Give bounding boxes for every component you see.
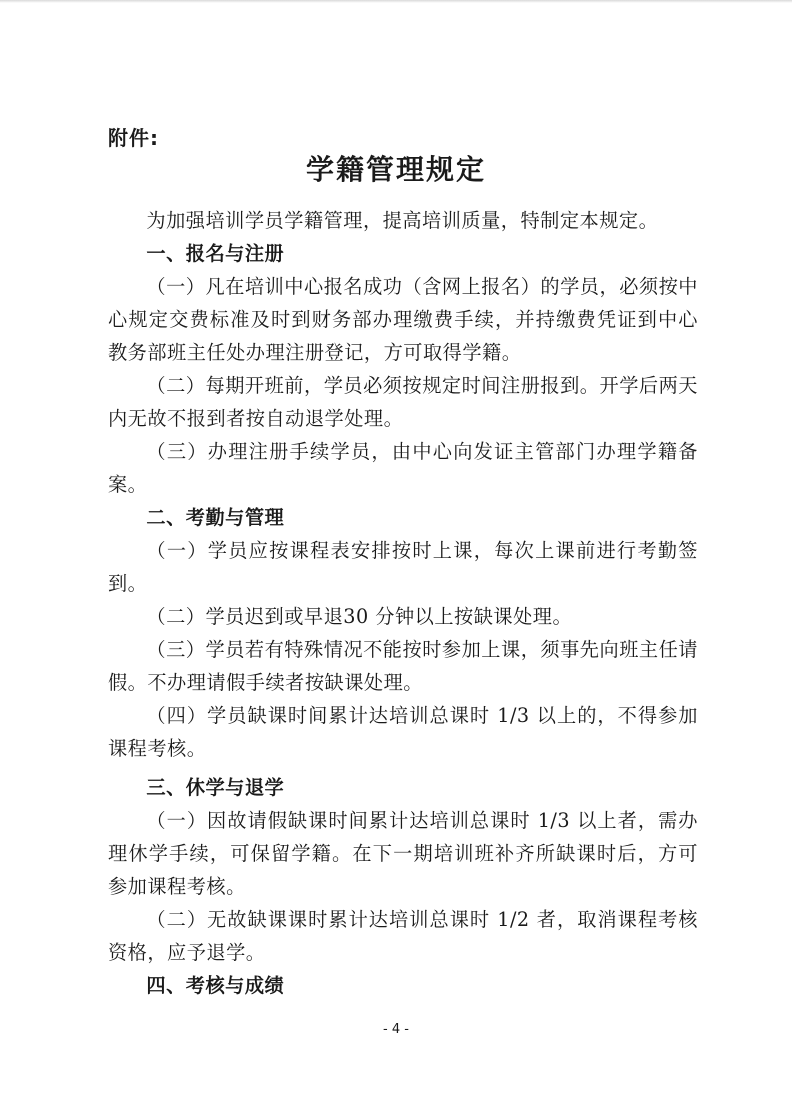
paragraph-1-1: （一）凡在培训中心报名成功（含网上报名）的学员，必须按中心规定交费标准及时到财务部办理缴费手续，并持缴费凭证到中心教务部班主任处办理注册登记，方可取得学籍。 [108, 275, 698, 364]
paragraph-2-1: （一）学员应按课程表安排按时上课，每次上课前进行考勤签到。 [108, 539, 698, 595]
section-heading-3: 三、休学与退学 [146, 776, 285, 799]
section-heading-2: 二、考勤与管理 [146, 506, 285, 529]
paragraph-2-2: （二）学员迟到或早退30 分钟以上按缺课处理。 [146, 605, 573, 628]
document-title: 学籍管理规定 [305, 153, 486, 186]
intro-paragraph: 为加强培训学员学籍管理，提高培训质量，特制定本规定。 [146, 209, 659, 232]
paragraph-2-4: （四）学员缺课时间累计达培训总课时 1/3 以上的，不得参加课程考核。 [108, 704, 698, 760]
paragraph-1-3: （三）办理注册手续学员，由中心向发证主管部门办理学籍备案。 [108, 440, 698, 496]
section-heading-4: 四、考核与成绩 [146, 974, 285, 997]
paragraph-1-2: （二）每期开班前，学员必须按规定时间注册报到。开学后两天内无故不报到者按自动退学处理。 [108, 374, 698, 430]
attachment-label: 附件: [108, 126, 159, 150]
paragraph-3-2: （二）无故缺课课时累计达培训总课时 1/2 者，取消课程考核资格，应予退学。 [108, 908, 698, 964]
paragraph-2-3: （三）学员若有特殊情况不能按时参加上课，须事先向班主任请假。不办理请假手续者按缺课处理。 [108, 638, 698, 694]
page-number: - 4 - [383, 1022, 409, 1037]
paragraph-3-1: （一）因故请假缺课时间累计达培训总课时 1/3 以上者，需办理休学手续，可保留学籍。在下一期培训班补齐所缺课时后，方可参加课程考核。 [108, 809, 698, 898]
scan-edge [0, 0, 792, 3]
section-heading-1: 一、报名与注册 [146, 242, 285, 265]
document-body [108, 204, 698, 1002]
